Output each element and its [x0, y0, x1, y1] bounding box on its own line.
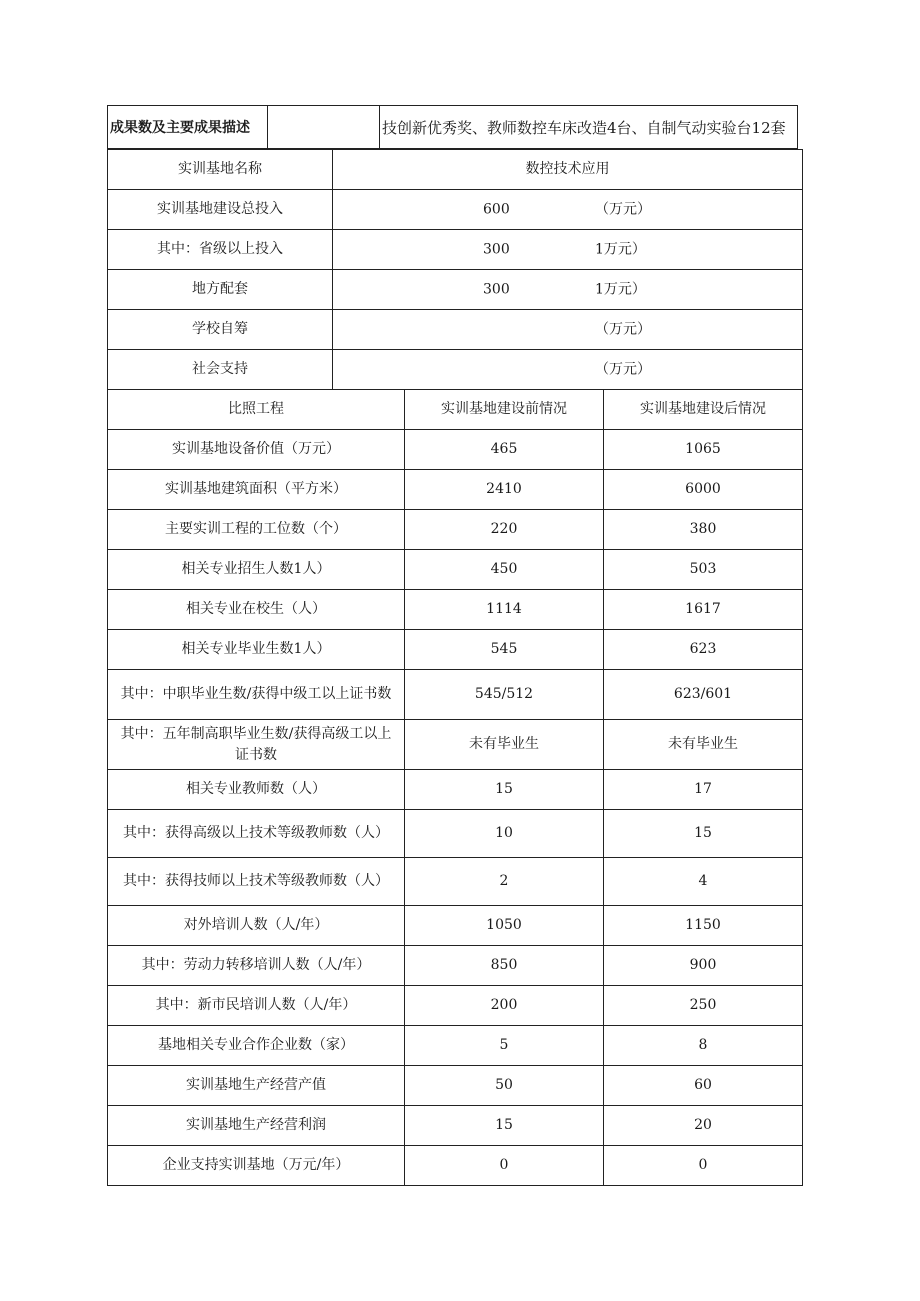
- investment-value: [333, 310, 803, 350]
- results-description: 技创新优秀奖、教师数控车床改造4台、自制气动实验台12套: [380, 106, 798, 149]
- table-row: [108, 986, 803, 1026]
- investment-label: 地方配套: [108, 270, 333, 310]
- header-before: 实训基地建设前情况: [405, 390, 604, 430]
- row-after: 503: [604, 550, 803, 590]
- row-after: 8: [604, 1026, 803, 1066]
- row-item: 对外培训人数（人/年）: [108, 906, 405, 946]
- investment-label: 实训基地建设总投入: [108, 190, 333, 230]
- table-row: [108, 1106, 803, 1146]
- investment-row: [108, 230, 803, 270]
- row-item: 其中：获得高级以上技术等级教师数（人）: [108, 810, 405, 858]
- investment-amount: 300: [483, 281, 510, 297]
- row-after: 1150: [604, 906, 803, 946]
- row-before: 545/512: [405, 670, 604, 720]
- table-row: [108, 670, 803, 720]
- row-item: 基地相关专业合作企业数（家）: [108, 1026, 405, 1066]
- row-after: 17: [604, 770, 803, 810]
- row-item: 其中：中职毕业生数/获得中级工以上证书数: [108, 670, 405, 720]
- results-blank-cell: [268, 106, 380, 149]
- investment-unit: （万元）: [595, 321, 651, 337]
- investment-value: [333, 230, 803, 270]
- row-item: 相关专业在校生（人）: [108, 590, 405, 630]
- row-before: 2: [405, 858, 604, 906]
- row-after: 6000: [604, 470, 803, 510]
- row-item: 其中：新市民培训人数（人/年）: [108, 986, 405, 1026]
- investment-value: [333, 350, 803, 390]
- row-after: 380: [604, 510, 803, 550]
- row-before: 50: [405, 1066, 604, 1106]
- investment-unit: 1万元）: [595, 281, 646, 297]
- row-before: 450: [405, 550, 604, 590]
- row-item: 实训基地生产经营产值: [108, 1066, 405, 1106]
- row-after: 60: [604, 1066, 803, 1106]
- table-row: [108, 1066, 803, 1106]
- table-row: [108, 430, 803, 470]
- investment-label: 学校自筹: [108, 310, 333, 350]
- header-after: 实训基地建设后情况: [604, 390, 803, 430]
- comparison-header-row: [108, 390, 803, 430]
- row-item: 实训基地设备价值（万元）: [108, 430, 405, 470]
- row-item: 相关专业教师数（人）: [108, 770, 405, 810]
- table-row: [108, 906, 803, 946]
- base-name-row: [108, 150, 803, 190]
- row-after: 623/601: [604, 670, 803, 720]
- table-row: [108, 810, 803, 858]
- table-row: [108, 770, 803, 810]
- training-base-table: [107, 149, 803, 1186]
- investment-label: 社会支持: [108, 350, 333, 390]
- row-item: 其中：获得技师以上技术等级教师数（人）: [108, 858, 405, 906]
- base-name-label: 实训基地名称: [108, 150, 333, 190]
- row-after: 250: [604, 986, 803, 1026]
- table-row: [108, 630, 803, 670]
- table-row: [108, 858, 803, 906]
- table-row: [108, 550, 803, 590]
- investment-unit: 1万元）: [595, 241, 646, 257]
- row-before: 5: [405, 1026, 604, 1066]
- row-before: 未有毕业生: [405, 720, 604, 770]
- row-before: 15: [405, 770, 604, 810]
- investment-row: [108, 270, 803, 310]
- table-row: [108, 470, 803, 510]
- investment-label: 其中：省级以上投入: [108, 230, 333, 270]
- investment-unit: （万元）: [595, 361, 651, 377]
- header-item: 比照工程: [108, 390, 405, 430]
- row-item: 相关专业招生人数1人）: [108, 550, 405, 590]
- row-after: 15: [604, 810, 803, 858]
- row-before: 1114: [405, 590, 604, 630]
- row-after: 20: [604, 1106, 803, 1146]
- base-name-value: 数控技术应用: [333, 150, 803, 190]
- row-before: 220: [405, 510, 604, 550]
- investment-unit: （万元）: [595, 201, 651, 217]
- investment-amount: 600: [483, 201, 510, 217]
- row-before: 0: [405, 1146, 604, 1186]
- row-after: 未有毕业生: [604, 720, 803, 770]
- row-before: 200: [405, 986, 604, 1026]
- table-row: [108, 590, 803, 630]
- results-row: [108, 106, 798, 149]
- table-row: [108, 510, 803, 550]
- table-row: [108, 1026, 803, 1066]
- row-item: 相关专业毕业生数1人）: [108, 630, 405, 670]
- row-before: 465: [405, 430, 604, 470]
- row-after: 1617: [604, 590, 803, 630]
- row-item: 企业支持实训基地（万元/年）: [108, 1146, 405, 1186]
- row-item: 其中：劳动力转移培训人数（人/年）: [108, 946, 405, 986]
- results-header-table: [107, 105, 798, 149]
- row-before: 1050: [405, 906, 604, 946]
- row-after: 0: [604, 1146, 803, 1186]
- row-after: 4: [604, 858, 803, 906]
- row-before: 15: [405, 1106, 604, 1146]
- row-item: 其中：五年制高职毕业生数/获得高级工以上证书数: [108, 720, 405, 770]
- table-row: [108, 720, 803, 770]
- row-item: 主要实训工程的工位数（个）: [108, 510, 405, 550]
- row-before: 850: [405, 946, 604, 986]
- row-before: 10: [405, 810, 604, 858]
- row-after: 900: [604, 946, 803, 986]
- row-after: 1065: [604, 430, 803, 470]
- investment-amount: 300: [483, 241, 510, 257]
- results-label: 成果数及主要成果描述: [108, 106, 268, 149]
- row-before: 545: [405, 630, 604, 670]
- investment-value: [333, 190, 803, 230]
- investment-row: [108, 310, 803, 350]
- row-item: 实训基地建筑面积（平方米）: [108, 470, 405, 510]
- investment-value: [333, 270, 803, 310]
- row-after: 623: [604, 630, 803, 670]
- row-before: 2410: [405, 470, 604, 510]
- investment-row: [108, 350, 803, 390]
- table-row: [108, 946, 803, 986]
- table-row: [108, 1146, 803, 1186]
- row-item: 实训基地生产经营利润: [108, 1106, 405, 1146]
- investment-row: [108, 190, 803, 230]
